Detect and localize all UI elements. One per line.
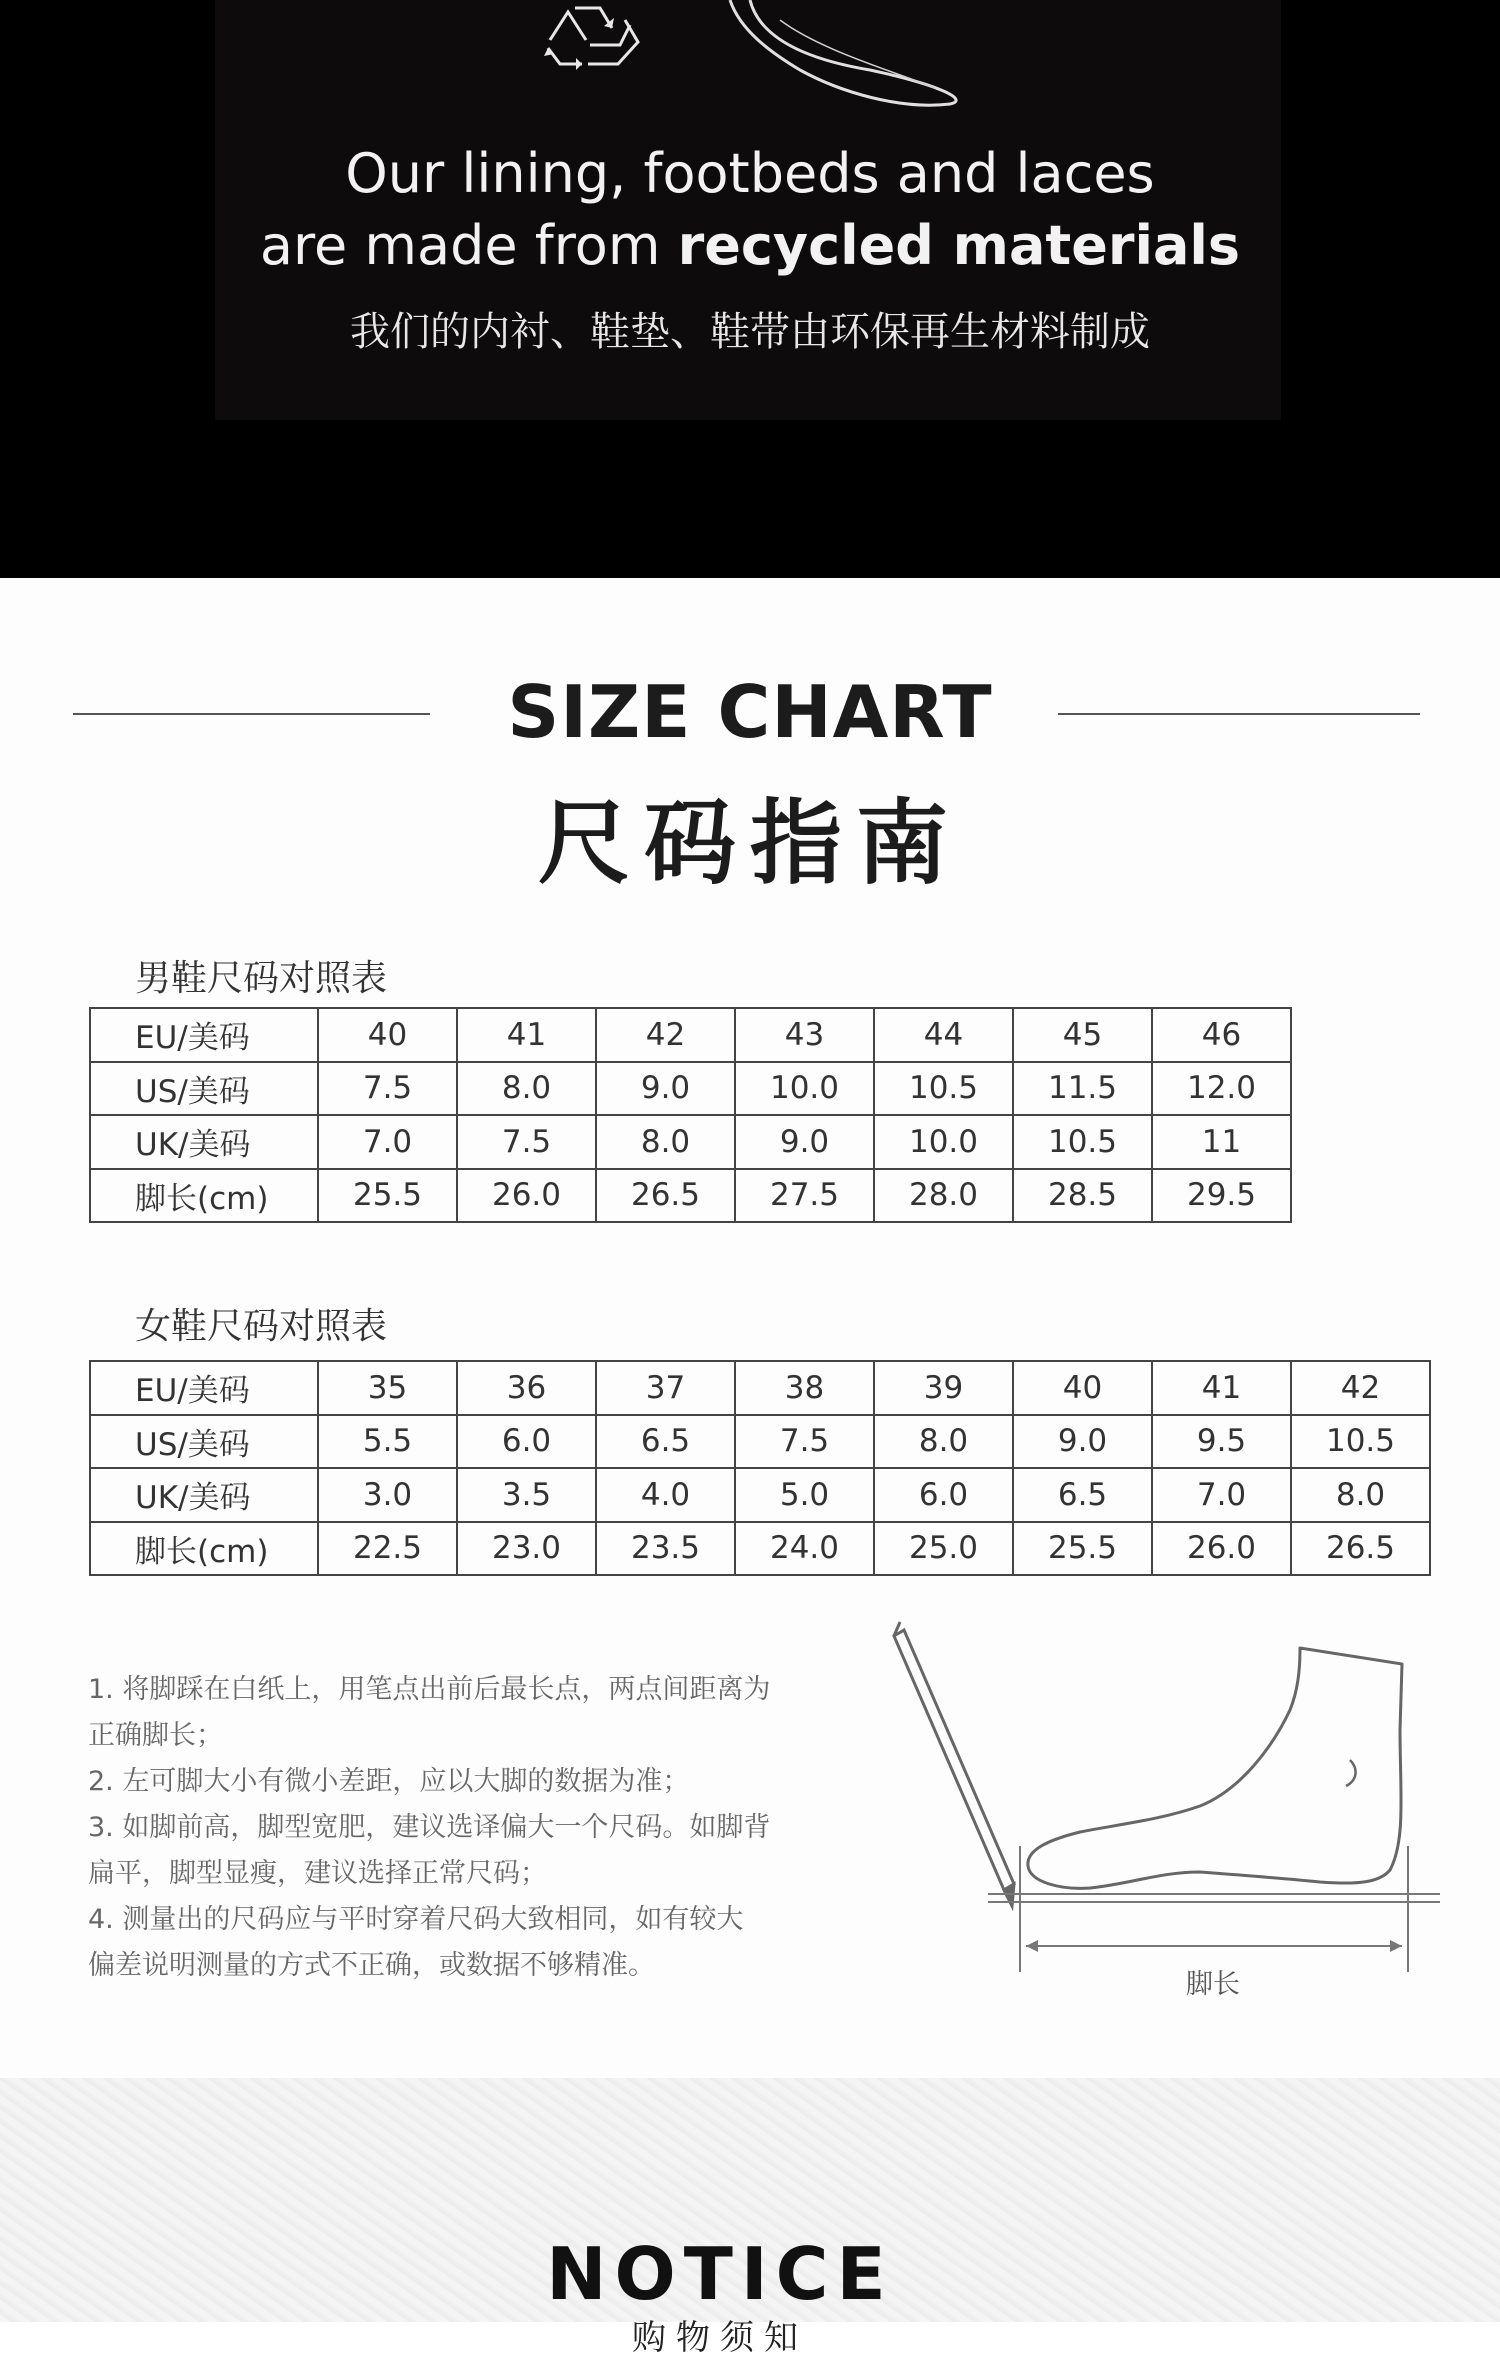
table-cell: 7.5 — [735, 1415, 874, 1469]
table-cell: 40 — [1013, 1361, 1152, 1415]
table-row — [90, 1522, 1430, 1576]
table-cell: 3.5 — [457, 1468, 596, 1522]
notice-title: NOTICE — [546, 2232, 894, 2316]
table-cell: 23.5 — [596, 1522, 735, 1576]
table-cell: 10.0 — [874, 1115, 1013, 1169]
table-row — [90, 1361, 1430, 1415]
row-label: EU/美码 — [90, 1008, 318, 1062]
table-cell: 22.5 — [318, 1522, 457, 1576]
pencil-icon — [894, 1622, 1014, 1906]
table-cell: 8.0 — [457, 1062, 596, 1116]
note-line: 1. 将脚踩在白纸上，用笔点出前后最长点，两点间距离为 — [88, 1674, 771, 1705]
table-cell: 5.0 — [735, 1468, 874, 1522]
banner-line-1: Our lining, footbeds and laces — [345, 142, 1155, 205]
row-label: US/美码 — [90, 1415, 318, 1469]
table-cell: 6.5 — [1013, 1468, 1152, 1522]
table-cell: 35 — [318, 1361, 457, 1415]
table-cell: 5.5 — [318, 1415, 457, 1469]
size-chart-heading-cn: 尺码指南 — [537, 790, 962, 897]
table-cell: 26.0 — [457, 1169, 596, 1223]
table-cell: 9.0 — [596, 1062, 735, 1116]
banner-line-2-prefix: are made from — [259, 214, 678, 277]
table-row — [90, 1415, 1430, 1469]
note-line: 正确脚长； — [88, 1720, 223, 1751]
measurement-notes — [88, 1667, 848, 1989]
table-cell: 41 — [1152, 1361, 1291, 1415]
recycle-icon — [530, 0, 660, 70]
table-cell: 6.5 — [596, 1415, 735, 1469]
table-cell: 36 — [457, 1361, 596, 1415]
table-cell: 7.5 — [318, 1062, 457, 1116]
banner-chinese-caption: 我们的内衬、鞋垫、鞋带由环保再生材料制成 — [350, 309, 1150, 355]
row-label: UK/美码 — [90, 1468, 318, 1522]
table-cell: 29.5 — [1152, 1169, 1291, 1223]
table-row — [90, 1115, 1291, 1169]
table-cell: 25.5 — [318, 1169, 457, 1223]
table-cell: 45 — [1013, 1008, 1152, 1062]
table-cell: 7.0 — [318, 1115, 457, 1169]
table-cell: 3.0 — [318, 1468, 457, 1522]
men-table-title: 男鞋尺码对照表 — [135, 958, 388, 999]
table-cell: 23.0 — [457, 1522, 596, 1576]
table-cell: 37 — [596, 1361, 735, 1415]
table-cell: 10.5 — [1013, 1115, 1152, 1169]
row-label: US/美码 — [90, 1062, 318, 1116]
table-row — [90, 1468, 1430, 1522]
table-cell: 12.0 — [1152, 1062, 1291, 1116]
table-cell: 7.0 — [1152, 1468, 1291, 1522]
table-cell: 8.0 — [874, 1415, 1013, 1469]
women-table-title: 女鞋尺码对照表 — [135, 1306, 388, 1347]
table-cell: 6.0 — [457, 1415, 596, 1469]
table-cell: 11.5 — [1013, 1062, 1152, 1116]
table-cell: 9.0 — [1013, 1415, 1152, 1469]
size-chart-heading-en: SIZE CHART — [507, 670, 993, 754]
note-line: 4. 测量出的尺码应与平时穿着尺码大致相同，如有较大 — [88, 1904, 744, 1935]
table-cell: 11 — [1152, 1115, 1291, 1169]
foot-measurement-diagram — [880, 1620, 1440, 2010]
row-label: EU/美码 — [90, 1361, 318, 1415]
notice-subtitle: 购物须知 — [632, 2318, 808, 2358]
foot-length-label: 脚长 — [1186, 1969, 1240, 2000]
men-size-table — [89, 1007, 1292, 1223]
table-cell: 42 — [1291, 1361, 1430, 1415]
table-cell: 8.0 — [1291, 1468, 1430, 1522]
table-cell: 4.0 — [596, 1468, 735, 1522]
insole-icon — [720, 0, 980, 110]
table-cell: 41 — [457, 1008, 596, 1062]
table-cell: 9.0 — [735, 1115, 874, 1169]
note-line: 偏差说明测量的方式不正确，或数据不够精准。 — [88, 1950, 655, 1981]
banner-line-2 — [0, 214, 1500, 277]
table-cell: 44 — [874, 1008, 1013, 1062]
table-cell: 6.0 — [874, 1468, 1013, 1522]
banner-line-2-bold: recycled materials — [677, 214, 1241, 277]
table-cell: 7.5 — [457, 1115, 596, 1169]
row-label: UK/美码 — [90, 1115, 318, 1169]
table-cell: 39 — [874, 1361, 1013, 1415]
table-cell: 28.5 — [1013, 1169, 1152, 1223]
table-cell: 10.5 — [1291, 1415, 1430, 1469]
table-cell: 26.5 — [596, 1169, 735, 1223]
table-cell: 10.0 — [735, 1062, 874, 1116]
note-line: 2. 左可脚大小有微小差距，应以大脚的数据为准； — [88, 1766, 690, 1797]
table-cell: 10.5 — [874, 1062, 1013, 1116]
table-row — [90, 1008, 1291, 1062]
table-cell: 24.0 — [735, 1522, 874, 1576]
table-row — [90, 1169, 1291, 1223]
table-cell: 28.0 — [874, 1169, 1013, 1223]
table-cell: 38 — [735, 1361, 874, 1415]
table-cell: 9.5 — [1152, 1415, 1291, 1469]
table-cell: 46 — [1152, 1008, 1291, 1062]
note-line: 3. 如脚前高，脚型宽肥，建议选译偏大一个尺码。如脚背 — [88, 1812, 771, 1843]
table-cell: 26.5 — [1291, 1522, 1430, 1576]
table-cell: 40 — [318, 1008, 457, 1062]
row-label: 脚长(cm) — [90, 1169, 318, 1223]
row-label: 脚长(cm) — [90, 1522, 318, 1576]
table-cell: 27.5 — [735, 1169, 874, 1223]
women-size-table — [89, 1360, 1431, 1576]
table-cell: 26.0 — [1152, 1522, 1291, 1576]
table-cell: 43 — [735, 1008, 874, 1062]
note-line: 扁平，脚型显瘦，建议选择正常尺码； — [88, 1858, 547, 1889]
table-row — [90, 1062, 1291, 1116]
recycled-materials-banner — [0, 0, 1500, 578]
table-cell: 42 — [596, 1008, 735, 1062]
foot-icon — [1028, 1648, 1402, 1888]
table-cell: 25.0 — [874, 1522, 1013, 1576]
table-cell: 8.0 — [596, 1115, 735, 1169]
table-cell: 25.5 — [1013, 1522, 1152, 1576]
